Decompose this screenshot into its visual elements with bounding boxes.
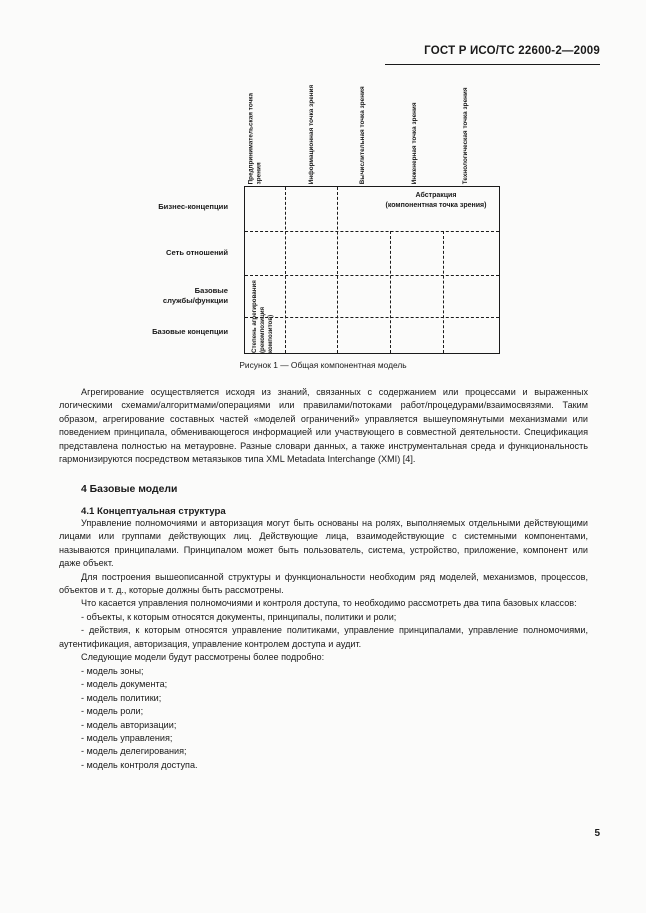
paragraph-models-needed: Для построения вышеописанной структуры и функциональности необходим ряд моделей, механизмов, процессов, объектов и т. д., которые должны быть рассмотрены. — [59, 571, 588, 595]
column-header-engineering: Инженерная точка зрения — [410, 102, 418, 184]
figure-row-labels — [60, 186, 236, 354]
column-header-technology: Технологическая точка зрения — [461, 87, 469, 184]
list-item: - модель политики; — [81, 692, 162, 703]
column-header-enterprise: Предпринимательская точка зрения — [247, 92, 263, 184]
paragraph-aggregation: Агрегирование осуществляется исходя из знаний, связанных с содержанием или процессами и выраженных логическими схемами/алгоритмами/операциями или правилами/потоками работ/процедурами/взаимосвязями. Таким образом, агрегирование составных частей «моделей ограничений» управляется вышеупомянутыми механизмами или поведением принципала, обменивающегося информацией или участвующего в совместной деятельности. Спецификация представлена полностью на метауровне. Разные словари данных, а также инструментальная среда и функциональность гармонизируются посредством метаязыков типа XML Metadata Interchange (XMI) [4]. — [59, 387, 588, 465]
heading-subsection-41: 4.1 Концептуальная структура — [81, 505, 226, 517]
aggregation-label-line2: агрегирования — [251, 280, 258, 326]
running-header: ГОСТ Р ИСО/ТС 22600-2—2009 — [424, 45, 600, 57]
aggregation-label-line4: композитов) — [267, 314, 274, 353]
figure-column-headers — [244, 76, 500, 184]
figure-grid — [244, 186, 500, 354]
row-label-basic-services — [60, 286, 228, 306]
grid-vline-3 — [390, 231, 391, 353]
row-label-business-concepts: Бизнес-концепции — [158, 202, 228, 211]
list-item: - модель управления; — [81, 732, 173, 743]
column-header-information: Информационная точка зрения — [307, 84, 315, 184]
heading-section-4: 4 Базовые модели — [81, 483, 178, 495]
figure-caption: Рисунок 1 — Общая компонентная модель — [239, 360, 407, 370]
list-item: - модель роли; — [81, 706, 144, 717]
grid-hline-2 — [245, 275, 499, 276]
abstraction-label-line1: Абстракция — [415, 192, 457, 199]
grid-hline-1 — [245, 231, 499, 232]
list-item: - модель зоны; — [81, 665, 144, 676]
row-label-basic-services-line1: Базовые — [194, 286, 228, 295]
column-header-computational: Вычислительная точка зрения — [358, 86, 366, 184]
paragraph-following-models: Следующие модели будут рассмотрены более подробно: — [81, 652, 325, 663]
body-content — [59, 386, 588, 772]
paragraph-authorization: Управление полномочиями и авторизация могут быть основаны на ролях, выполняемых отдельными действующими лицами или группами действующих лиц. Действующие лица, взаимодействующие с системными компонентами, называются принципалами. Принципалом может быть пользователь, система, устройство, приложение, компонент или даже объект. — [59, 517, 588, 569]
aggregation-label-line1: Степень — [251, 327, 258, 353]
grid-vline-1 — [285, 187, 286, 353]
paragraph-base-classes: Что касается управления полномочиями и контроля доступа, то необходимо рассмотреть два типа базовых классов: — [81, 598, 577, 609]
grid-vline-4 — [443, 231, 444, 353]
abstraction-label-line2: (компонентная точка зрения) — [385, 202, 487, 209]
aggregation-label-line3: (рекомпозиция — [259, 306, 266, 353]
list-item: - модель делегирования; — [81, 746, 187, 757]
spacer — [59, 467, 588, 484]
row-label-relation-network: Сеть отношений — [166, 248, 228, 257]
row-label-basic-concepts: Базовые концепции — [152, 327, 228, 336]
list-item: - модель авторизации; — [81, 719, 177, 730]
abstraction-label — [373, 191, 499, 211]
list-item: - действия, к которым относятся управление политиками, управление принципалами, управление полномочиями, аутентификация, авторизация, управление контролем доступа и аудит. — [59, 625, 588, 649]
aggregation-label-holder — [251, 279, 274, 353]
aggregation-label — [251, 279, 275, 353]
list-item: - модель контроля доступа. — [81, 759, 198, 770]
spacer — [59, 495, 588, 506]
list-item: - модель документа; — [81, 679, 168, 690]
page-number: 5 — [594, 828, 600, 839]
figure-general-component-model — [0, 0, 646, 375]
row-label-basic-services-line2: службы/функции — [162, 296, 228, 305]
list-item: - объекты, к которым относятся документы, принципалы, политики и роли; — [81, 611, 397, 622]
grid-vline-2 — [337, 187, 338, 353]
grid-hline-3 — [245, 317, 499, 318]
